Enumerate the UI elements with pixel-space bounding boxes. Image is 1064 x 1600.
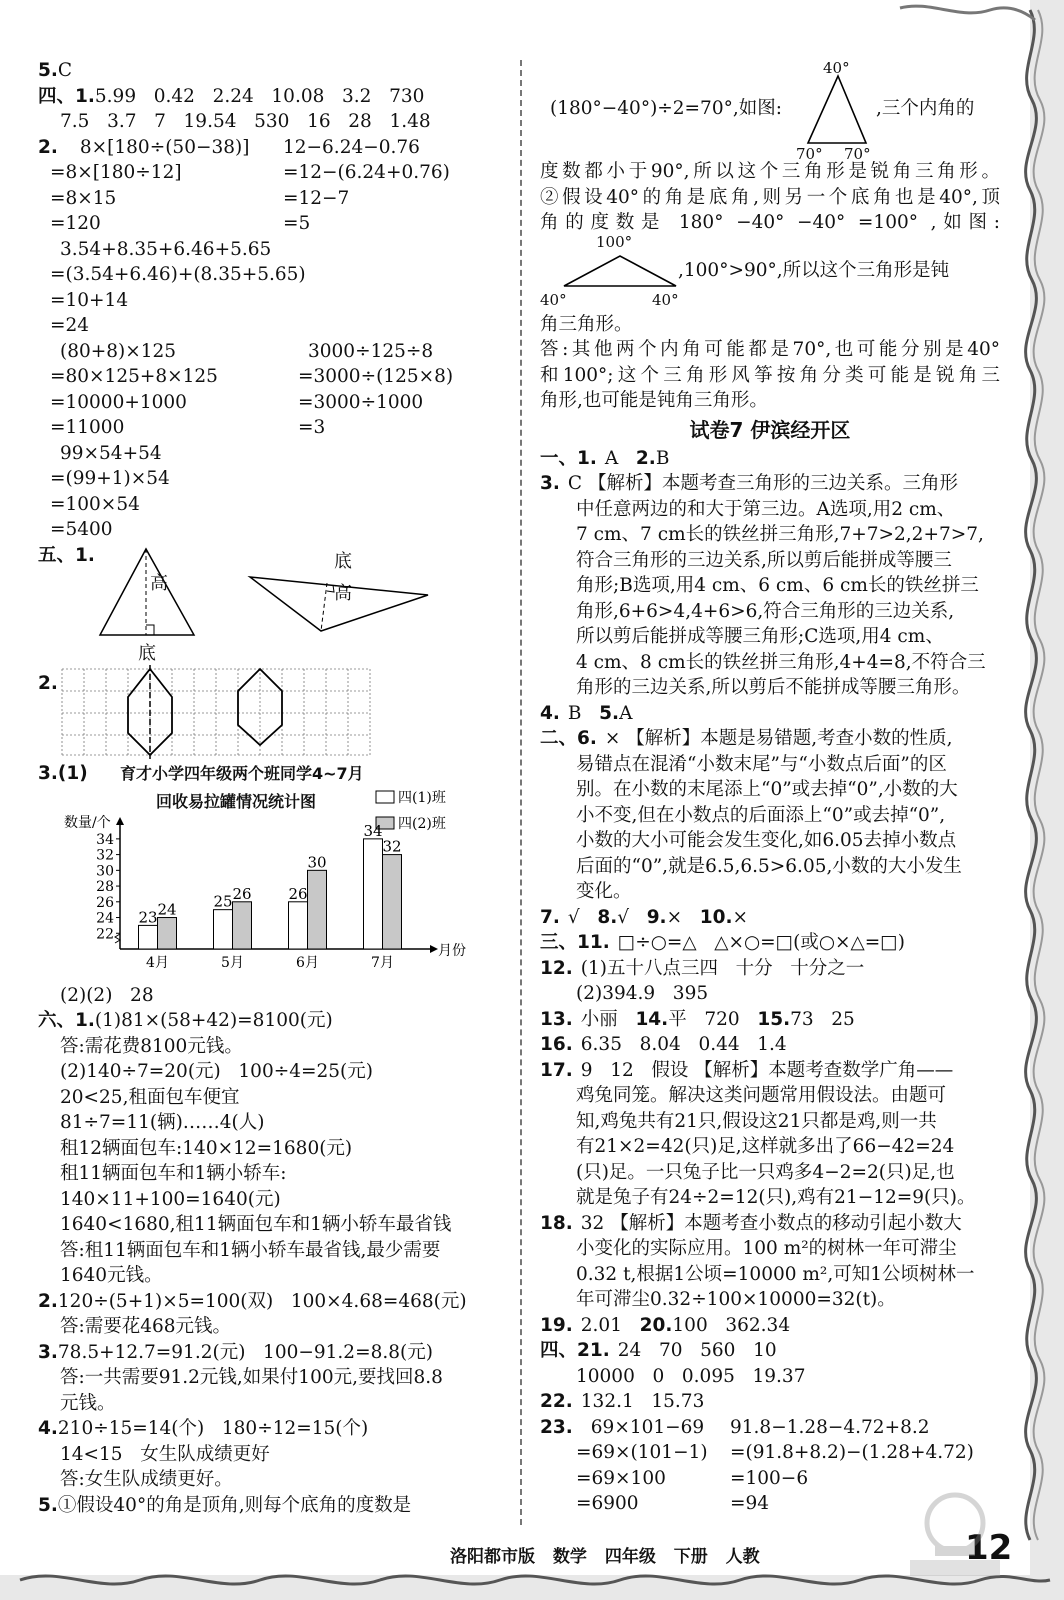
text-line: 度数都小于90°,所以这个三角形是锐角三角形。 <box>540 161 1000 182</box>
q-number: 5. <box>38 1494 58 1516</box>
q-number: 14. <box>635 1008 669 1030</box>
q-number: 7. <box>540 906 560 928</box>
calc-line: =120 <box>50 213 101 234</box>
bar-value-label: 23 <box>138 907 158 926</box>
y-axis-label: 数量/个 <box>64 814 111 831</box>
answer: 5.99 0.42 2.24 10.08 3.2 730 <box>94 85 425 107</box>
q-number: 四、21. <box>540 1340 610 1361</box>
answer-line <box>38 1340 508 1366</box>
answer-text: 7 cm、7 cm长的铁丝拼三角形,7+7>2,2+7>7, <box>576 524 984 545</box>
bar <box>289 901 308 948</box>
calc-line: =3 <box>298 417 326 438</box>
answer-line <box>38 1314 508 1340</box>
watermark-logo <box>905 1488 1005 1578</box>
q-number: 2. <box>38 1290 58 1312</box>
right-column <box>540 58 1000 1517</box>
section-number: 五、1. <box>38 544 95 566</box>
answer-line <box>38 1416 508 1442</box>
legend <box>376 790 446 832</box>
answer-line <box>540 1185 1000 1211</box>
calc-line: =8×[180÷12] <box>50 162 182 183</box>
y-tick-label: 26 <box>96 894 114 911</box>
answer-line <box>540 854 1000 880</box>
left-column <box>38 58 508 1518</box>
answer-text: 120÷(5+1)×5=100(双) 100×4.68=468(元) <box>57 1290 467 1312</box>
q-number: 13. <box>540 1008 573 1030</box>
answer-text: × <box>666 906 700 928</box>
q-number: 23. <box>540 1416 573 1438</box>
answer-line <box>38 1289 508 1315</box>
text-line: ②假设40°的角是底角,则另一个底角也是40°,顶 <box>540 186 1000 208</box>
calc-line: 12−6.24−0.76 <box>283 136 420 158</box>
calc-line: =(3.54+6.46)+(8.35+5.65) <box>50 264 306 285</box>
q-number: 3. <box>38 1341 58 1363</box>
answer-text: 9 12 假设 【解析】本题考查数学广角—— <box>580 1059 954 1081</box>
answer-text: 1640<1680,租11辆面包车和1辆小轿车最省钱 <box>60 1214 452 1235</box>
q-number: 三、11. <box>540 932 610 953</box>
answer-line <box>540 1007 1000 1033</box>
answer-line <box>540 1109 1000 1135</box>
answer-line <box>540 752 1000 778</box>
section-number: 四、1. <box>38 85 95 107</box>
answer-text: 0.32 t,根据1公顷=10000 m²,可知1公顷树林一 <box>576 1263 975 1285</box>
answer-line <box>540 1236 1000 1262</box>
q-number: 2. <box>38 672 58 694</box>
q-number: 15. <box>757 1008 791 1030</box>
q-number: 一、1. <box>540 447 597 469</box>
text-line: 角形,也可能是钝角三角形。 <box>540 390 768 411</box>
bar-value-label: 34 <box>363 821 383 840</box>
answer-text: (1)五十八点三四 十分 十分之一 <box>580 957 865 979</box>
answer-text: 81÷7=11(辆)……4(人) <box>60 1112 265 1133</box>
bar-value-label: 25 <box>213 892 233 911</box>
answer-text: 10000 0 0.095 19.37 <box>576 1365 806 1387</box>
answer-text: √ <box>617 906 647 928</box>
answer-text: 小变化的实际应用。100 m²的树林一年可滞尘 <box>576 1238 957 1259</box>
answer-line <box>540 1338 1000 1364</box>
answer-line <box>540 1134 1000 1160</box>
calc-line: =(99+1)×54 <box>50 468 170 489</box>
q-number: 5. <box>38 60 58 81</box>
answer-line <box>540 803 1000 829</box>
chart-title-line1: 育才小学四年级两个班同学4~7月 <box>120 763 364 783</box>
bar-chart-block <box>38 759 508 983</box>
bar-value-label: 32 <box>382 837 402 856</box>
answer-text: 中任意两边的和大于第三边。A选项,用2 cm、 <box>576 498 956 520</box>
answer-text: 租12辆面包车:140×12=1680(元) <box>60 1137 353 1159</box>
answer-line <box>540 956 1000 982</box>
q-number: 2. <box>38 136 58 158</box>
q-number: 19. <box>540 1314 573 1336</box>
answer-text: 6.35 8.04 0.44 1.4 <box>580 1034 787 1055</box>
answer-line <box>38 1212 508 1238</box>
answer-line <box>38 1110 508 1136</box>
answer-line <box>540 1032 1000 1058</box>
answer-line <box>540 548 1000 574</box>
answer-text: 32 【解析】本题考查小数点的移动引起小数大 <box>580 1212 962 1234</box>
answer-text: B <box>655 447 670 469</box>
answer-text: B <box>567 702 600 724</box>
calc-line: =12−(6.24+0.76) <box>283 162 450 183</box>
bar <box>158 917 177 948</box>
answer-line <box>540 471 1000 497</box>
q-number: 22. <box>540 1391 573 1412</box>
answer-text: 20<25,租面包车便宜 <box>60 1086 240 1108</box>
triangles-height-figure <box>38 543 508 665</box>
text-line: 和100°;这个三角形风筝按角分类可能是锐角三 <box>540 364 1000 386</box>
angle-label: 40° <box>540 290 567 309</box>
answer-line <box>38 1238 508 1264</box>
y-tick-label: 32 <box>96 847 114 864</box>
q-number: 18. <box>540 1212 573 1234</box>
angle-label: 40° <box>823 59 850 77</box>
answer-text: 所以剪后能拼成等腰三角形;C选项,用4 cm、 <box>576 626 944 647</box>
text-line: ,三个内角的 <box>876 98 975 119</box>
answer-line <box>540 981 1000 1007</box>
answer-text: 别。在小数的末尾添上“0”或去掉“0”,小数的大 <box>576 779 958 800</box>
text-line: 答:其他两个内角可能都是70°,也可能分别是40° <box>540 339 1000 360</box>
answer-text: (1)81×(58+42)=8100(元) <box>94 1010 333 1031</box>
y-axis-arrow <box>116 817 124 825</box>
answer-text: 小不变,但在小数点的后面添上“0”或去掉“0”, <box>576 804 946 826</box>
answer-text: 4 cm、8 cm长的铁丝拼三角形,4+4=8,不符合三 <box>576 651 986 673</box>
y-tick-label: 22 <box>96 925 114 942</box>
answer-text: 知,鸡兔共有21只,假设这21只都是鸡,则一共 <box>576 1110 937 1132</box>
q-number: 2. <box>635 447 656 469</box>
chart-title-line2: 回收易拉罐情况统计图 <box>156 791 317 811</box>
answer-line <box>38 1034 508 1060</box>
answer-text: C 【解析】本题考查三角形的三边关系。三角形 <box>567 473 958 494</box>
calc-line: =12−7 <box>283 187 350 209</box>
answer-line <box>540 726 1000 752</box>
calc-line: =5 <box>283 213 311 234</box>
q-number: 12. <box>540 957 573 979</box>
x-tick-label: 5月 <box>221 954 244 971</box>
angle-label: 100° <box>596 232 633 251</box>
bar-value-label: 26 <box>288 884 308 903</box>
bar <box>383 854 402 948</box>
q-number: 4. <box>38 1418 58 1439</box>
calc-line: =10+14 <box>50 289 129 311</box>
angle-label: 70° <box>796 145 823 163</box>
answer-line <box>38 1136 508 1162</box>
answer-line <box>540 701 1000 727</box>
bar <box>139 925 158 949</box>
answer-text: × 【解析】本题是易错题,考查小数的性质, <box>604 728 953 749</box>
height-label: 高 <box>334 582 352 604</box>
angle-label: 70° <box>844 145 871 163</box>
legend-label: 四(2)班 <box>398 815 446 832</box>
answer-text: 租11辆面包车和1辆小轿车: <box>60 1163 287 1184</box>
bar <box>214 909 233 948</box>
calc-line: =69×(101−1) <box>576 1442 708 1463</box>
answer-line <box>540 1262 1000 1288</box>
answer: (2)(2) 28 <box>60 984 154 1006</box>
answer-line <box>38 1059 508 1085</box>
answer-text: A <box>619 702 633 724</box>
answer-text: 变化。 <box>576 881 632 902</box>
q-number: 3. <box>540 473 560 494</box>
text-line: ,100°>90°,所以这个三角形是钝 <box>678 259 950 281</box>
obtuse-triangle-block <box>540 232 1000 312</box>
answer-text: 答:需要花468元钱。 <box>60 1316 232 1337</box>
q-number: 10. <box>699 906 733 928</box>
answer-text: 年可滞尘0.32÷100×10000=32(t)。 <box>576 1289 896 1310</box>
y-tick-label: 28 <box>96 878 114 895</box>
calc-line: =94 <box>730 1493 770 1514</box>
answer-line <box>540 1389 1000 1415</box>
calc-line: =80×125+8×125 <box>50 366 218 387</box>
answer-line <box>38 1161 508 1187</box>
answer-line <box>540 879 1000 905</box>
calc-line: 3.54+8.35+6.46+5.65 <box>60 238 272 260</box>
x-tick-label: 6月 <box>296 954 319 971</box>
answer-text: 140×11+100=1640(元) <box>60 1188 281 1210</box>
answer-text: 210÷15=14(个) 180÷12=15(个) <box>57 1418 369 1439</box>
answer-text: □÷○=△ △×○=□(或○×△=□) <box>617 932 905 953</box>
q-number: 8. <box>597 906 618 928</box>
calc-line: =10000+1000 <box>50 391 187 413</box>
q-number: 17. <box>540 1059 573 1081</box>
x-axis-label: 月份 <box>438 942 466 959</box>
text-line: (180°−40°)÷2=70°,如图: <box>550 98 782 119</box>
answer-line <box>38 1391 508 1417</box>
answer-line <box>540 1313 1000 1339</box>
answer-line <box>38 1467 508 1493</box>
answer-line <box>540 1287 1000 1313</box>
calc-line: =69×100 <box>576 1467 666 1489</box>
answer-text: 有21×2=42(只)足,这样就多出了66−42=24 <box>576 1136 955 1157</box>
answer-text: 小数的大小可能会发生变化,如6.05去掉小数点 <box>576 830 957 851</box>
bar-value-label: 24 <box>157 900 177 919</box>
answer-line <box>540 777 1000 803</box>
answer-line <box>540 573 1000 599</box>
answer-line <box>540 930 1000 956</box>
answer-text: 答:女生队成绩更好。 <box>60 1469 233 1490</box>
answer-line <box>38 1187 508 1213</box>
q-number: 3.(1) <box>38 762 88 784</box>
answer-text: 角形;B选项,用4 cm、6 cm、6 cm长的铁丝拼三 <box>576 575 979 596</box>
answer-text: (只)足。一只兔子比一只鸡多4−2=2(只)足,也 <box>576 1161 955 1183</box>
answer: C <box>57 60 73 81</box>
calc-line: 3000÷125÷8 <box>308 340 434 362</box>
calc-line: 99×54+54 <box>60 442 162 464</box>
text-line: 角的度数是 180° −40° −40° =100° ,如图: <box>540 212 1000 233</box>
answer-text: 答:需花费8100元钱。 <box>60 1035 243 1057</box>
answer-text: 易错点在混淆“小数末尾”与“小数点后面”的区 <box>576 753 947 775</box>
answer-text: 后面的“0”,就是6.5,6.5>6.05,小数的大小发生 <box>576 855 962 877</box>
calc-line: =11000 <box>50 417 125 438</box>
answer-text: (2)140÷7=20(元) 100÷4=25(元) <box>60 1061 373 1082</box>
calc-line: 69×101−69 <box>590 1416 705 1438</box>
answer-line <box>540 1160 1000 1186</box>
symmetry-grid-figure <box>38 665 508 759</box>
calc-line: =3000÷(125×8) <box>298 366 454 387</box>
page-number: 12 <box>965 1528 1013 1568</box>
column-divider <box>520 60 522 1525</box>
calc-line: =5400 <box>50 519 113 540</box>
answer-line <box>540 446 1000 472</box>
answer-text: 2.01 <box>580 1314 640 1336</box>
footer-text: 洛阳都市版 数学 四年级 下册 人教 <box>450 1547 760 1567</box>
q-number: 5. <box>599 702 620 724</box>
answer-text: √ <box>567 906 598 928</box>
x-tick-label: 7月 <box>371 954 394 971</box>
base-label: 底 <box>138 642 156 664</box>
answer-text: 100 362.34 <box>672 1314 791 1336</box>
grid-diagram <box>60 665 390 759</box>
answer-line <box>540 675 1000 701</box>
calc-line: =100−6 <box>730 1467 809 1489</box>
calc-line: =3000÷1000 <box>298 391 424 413</box>
answer-text: 答:租11辆面包车和1辆小轿车最省钱,最少需要 <box>60 1239 441 1261</box>
answer-text: 就是兔子有24÷2=12(只),鸡有21−12=9(只)。 <box>576 1187 976 1208</box>
calc-line: =24 <box>50 315 90 336</box>
legend-label: 四(1)班 <box>398 789 446 806</box>
answer-line <box>540 828 1000 854</box>
answer-line <box>540 624 1000 650</box>
bar-value-label: 30 <box>307 852 327 871</box>
answer-text: ①假设40°的角是顶角,则每个底角的度数是 <box>57 1494 412 1516</box>
answer-line <box>540 1058 1000 1084</box>
q-number: 9. <box>646 906 667 928</box>
base-label: 底 <box>334 550 352 572</box>
x-axis-arrow <box>430 945 438 953</box>
answer-text: 小丽 <box>580 1008 636 1030</box>
acute-triangle-block <box>540 58 1000 163</box>
triangle-diagram <box>38 543 458 665</box>
bar-value-label: 26 <box>232 884 252 903</box>
answer-line <box>540 1083 1000 1109</box>
bar <box>308 870 327 949</box>
answer-line <box>540 905 1000 931</box>
x-tick-label: 4月 <box>146 954 169 971</box>
answer-line <box>38 1085 508 1111</box>
answer: 7.5 3.7 7 19.54 530 16 28 1.48 <box>60 111 431 132</box>
y-tick-label: 34 <box>96 831 114 848</box>
q-number: 16. <box>540 1034 573 1055</box>
answer-line <box>540 599 1000 625</box>
q-number: 二、6. <box>540 728 597 749</box>
answer-text: 符合三角形的三边关系,所以剪后能拼成等腰三 <box>576 549 952 571</box>
answer-text: 元钱。 <box>60 1392 116 1414</box>
answer-text: 73 25 <box>790 1008 855 1030</box>
answer-text: 角形的三边关系,所以剪后不能拼成等腰三角形。 <box>576 677 971 698</box>
answer-line <box>38 1008 508 1034</box>
y-tick-label: 24 <box>96 910 114 927</box>
answer-text: 14<15 女生队成绩更好 <box>60 1443 270 1465</box>
bar <box>233 901 252 948</box>
height-label: 高 <box>150 572 168 594</box>
answer-line <box>540 497 1000 523</box>
answer-text: 24 70 560 10 <box>617 1340 777 1361</box>
answer-line <box>540 650 1000 676</box>
answer-text: 1640元钱。 <box>60 1265 163 1286</box>
calc-line: =(91.8+8.2)−(1.28+4.72) <box>730 1442 974 1463</box>
angle-label: 40° <box>652 290 679 309</box>
q-number: 20. <box>639 1314 673 1336</box>
answer-line <box>540 1364 1000 1390</box>
answer-text: 平 720 <box>668 1008 758 1030</box>
answer-text: 132.1 15.73 <box>580 1391 705 1412</box>
answer-line <box>38 1263 508 1289</box>
answer-line <box>540 1211 1000 1237</box>
calc-line: 91.8−1.28−4.72+8.2 <box>730 1416 930 1438</box>
calc-line: =8×15 <box>50 187 117 209</box>
calc-line: 8×[180÷(50−38)] <box>79 136 250 158</box>
answer-text: 78.5+12.7=91.2(元) 100−91.2=8.8(元) <box>57 1341 433 1363</box>
answer-text: (2)394.9 395 <box>576 983 709 1004</box>
answer-line <box>38 1493 508 1519</box>
calc-line: =6900 <box>576 1493 639 1514</box>
answer-line <box>38 1365 508 1391</box>
answer-text: × <box>732 906 749 928</box>
q-number: 4. <box>540 702 560 724</box>
answer-text: 鸡兔同笼。解决这类问题常用假设法。由题可 <box>576 1085 947 1106</box>
answer-text: 答:一共需要91.2元钱,如果付100元,要找回8.8 <box>60 1367 443 1388</box>
calc-line: =100×54 <box>50 493 140 515</box>
q-number: 六、1. <box>38 1010 95 1031</box>
text-line: 角三角形。 <box>540 313 633 335</box>
answer-line <box>38 1442 508 1468</box>
y-tick-label: 30 <box>96 862 114 879</box>
answer-text: A <box>604 447 636 469</box>
answer-text: 角形,6+6>4,4+6>6,符合三角形的三边关系, <box>576 600 955 622</box>
section-title: 试卷7 伊滨经开区 <box>689 417 851 442</box>
bar <box>364 838 383 948</box>
calc-line: (80+8)×125 <box>60 340 177 362</box>
answer-line <box>540 522 1000 548</box>
